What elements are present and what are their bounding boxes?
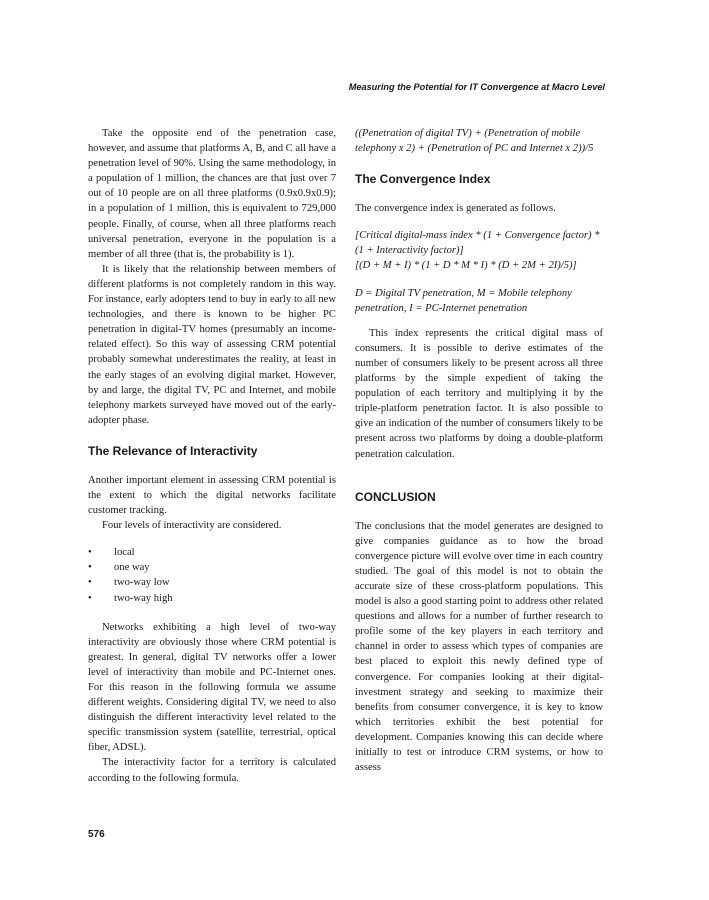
right-column [355,126,603,775]
section-heading-convergence-index: The Convergence Index [355,172,491,187]
body-paragraph: It is likely that the relationship between members of different platforms is not completely random in this way. For instance, early adopters tend to buy in early to all new technologies, and there is known to be higher PC penetration in digital-TV homes (presumably an income-related effect). So this way of assessing CRM potential probably somewhat underestimates the reality, at least in the early stages of an evolving digital market. However, by and large, the digital TV, PC and Internet, and mobile telephony markets surveyed have moved out of the early-adopter phase. [88,263,336,426]
running-header: Measuring the Potential for IT Convergence at Macro Level [348,82,605,92]
section-heading-conclusion: CONCLUSION [355,489,436,504]
page-number: 576 [88,829,105,840]
body-paragraph: The convergence index is generated as follows. [355,203,556,215]
interactivity-levels-list [88,545,336,605]
list-item: • one way [88,560,336,575]
convergence-formula-words: [Critical digital-mass index * (1 + Convergence factor) * (1 + Interactivity factor)] [355,230,600,257]
body-paragraph: The conclusions that the model generates are designed to give companies guidance as to how the broad convergence picture will evolve over time in each country studied. The goal of this model is not to obtain the accurate size of these cross-platform populations. This model is also a good starting point to address other related questions and allows for a number of further research to profile some of the key players in each territory and channel in order to assess which types of companies are best placed to exploit this newly defined type of convergence. For companies looking at their digital-investment strategy and seeking to maximize their benefits from consumer convergence, it is key to know which territories exhibit the best potential for development. Companies knowing this can decide where initially to test or introduce CRM systems, or how to assess [355,520,603,774]
body-paragraph: The interactivity factor for a territory is calculated according to the following formula. [88,757,336,784]
list-item: • two-way low [88,575,336,590]
interactivity-formula: ((Penetration of digital TV) + (Penetration of mobile telephony x 2) + (Penetration of PC and Internet x 2))/5 [355,128,594,155]
formula-legend: D = Digital TV penetration, M = Mobile telephony penetration, I = PC-Internet penetration [355,287,572,314]
convergence-formula-symbols: [(D + M + I) * (1 + D * M * I) * (D + 2M + 2I)/5)] [355,260,577,272]
body-paragraph: Take the opposite end of the penetration case, however, and assume that platforms A, B, and C all have a penetration level of 90%. Using the same methodology, in a population of 1 million, the chances are that just over 7 out of 10 people are on all three platforms (0.9x0.9x0.9); in a population of 1 million, this is equivalent to 729,000 people. Finally, of course, when all three platforms reach universal penetration, everyone in the population is a member of all three (that is, the probability is 1). [88,128,336,260]
list-item: • two-way high [88,591,336,606]
body-paragraph: Networks exhibiting a high level of two-way interactivity are obviously those where CRM potential is greatest. In general, digital TV networks offer a lower level of interactivity than mobile and PC-Internet ones. For this reason in the following formula we assume different weights. Considering digital TV, we need to also distinguish the different interactivity level related to the specific transmission system (satellite, terrestrial, optical fiber, ADSL). [88,621,336,754]
body-paragraph: Four levels of interactivity are considered. [102,520,282,532]
list-item: • local [88,545,336,560]
body-paragraph: Another important element in assessing CRM potential is the extent to which the digital networks facilitate customer tracking. [88,474,336,517]
section-heading-interactivity: The Relevance of Interactivity [88,443,258,458]
left-column [88,126,336,786]
body-paragraph: This index represents the critical digital mass of consumers. It is possible to derive estimates of the number of consumers likely to be present across all three platforms by the simple expedient of taking the population of each territory and multiplying it by the triple-platform penetration factor. It is also possible to give an indication of the number of consumers likely to be present across two platforms by doing a double-platform penetration calculation. [355,327,603,460]
